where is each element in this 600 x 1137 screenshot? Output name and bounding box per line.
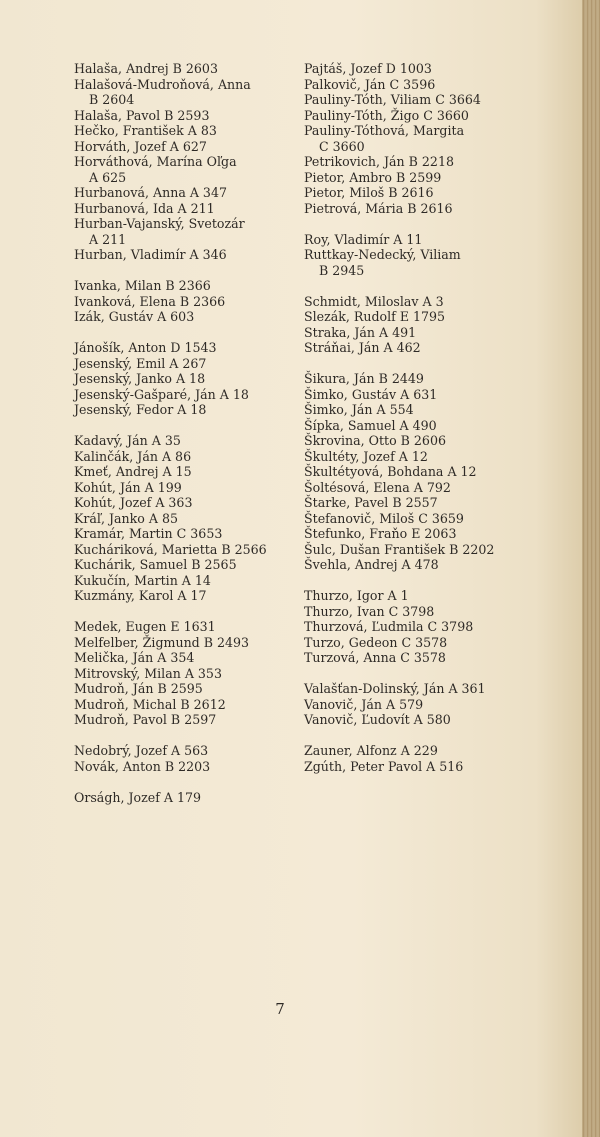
index-entry: Kucháriková, Marietta B 2566 [74, 541, 267, 557]
section-gap [304, 666, 566, 682]
index-entry: Palkovič, Ján C 3596 [304, 76, 436, 92]
section-gap [74, 728, 300, 744]
index-entry: Škultétyová, Bohdana A 12 [304, 464, 477, 479]
index-entry: Jesenský, Janko A 18 [74, 371, 206, 386]
index-entry: Pauliny-Tóth, Žigo C 3660 [304, 107, 469, 123]
index-entry: Ivanková, Elena B 2366 [74, 293, 226, 309]
index-entry: Švehla, Andrej A 478 [304, 557, 439, 572]
index-column-right [304, 61, 566, 774]
index-entry: Turzo, Gedeon C 3578 [304, 634, 448, 650]
section-gap [304, 356, 566, 372]
index-entry: Kohút, Ján A 199 [74, 479, 182, 495]
index-entry: Zauner, Alfonz A 229 [304, 743, 438, 758]
index-entry: Pietor, Ambro B 2599 [304, 169, 442, 185]
book-spine [582, 0, 600, 1137]
index-entry: Thurzo, Ivan C 3798 [304, 603, 435, 619]
index-entry: C 3660 [319, 138, 365, 154]
index-entry: Halašová-Mudroňová, Anna [74, 76, 251, 92]
index-entry: Pauliny-Tóth, Viliam C 3664 [304, 92, 481, 107]
index-entry: Thurzová, Ľudmila C 3798 [304, 619, 474, 634]
section-gap [304, 728, 566, 744]
section-gap [74, 325, 300, 341]
index-entry: Hurbanová, Anna A 347 [74, 185, 227, 200]
index-entry: Kalinčák, Ján A 86 [74, 448, 192, 464]
section-gap [304, 216, 566, 232]
index-entry: Štefunko, Fraňo E 2063 [304, 526, 457, 541]
index-entry: Vanovič, Ján A 579 [304, 696, 424, 712]
index-entry: B 2945 [319, 262, 365, 278]
index-entry: Šikura, Ján B 2449 [304, 371, 424, 386]
index-entry: Kuchárik, Samuel B 2565 [74, 557, 237, 572]
index-entry: Hečko, František A 83 [74, 123, 217, 138]
section-gap [304, 278, 566, 294]
index-entry: Štarke, Pavel B 2557 [304, 495, 438, 510]
index-column-left [74, 61, 300, 805]
index-entry: Ruttkay-Nedecký, Viliam [304, 247, 461, 262]
index-entry: Škrovina, Otto B 2606 [304, 433, 446, 448]
index-entry: Pietrová, Mária B 2616 [304, 200, 453, 216]
index-entry: Valašťan-Dolinský, Ján A 361 [304, 681, 486, 696]
index-entry: Kadavý, Ján A 35 [74, 433, 181, 448]
index-entry: Šoltésová, Elena A 792 [304, 479, 451, 495]
index-entry: Thurzo, Igor A 1 [304, 588, 409, 603]
index-entry: Melfelber, Žigmund B 2493 [74, 634, 250, 650]
index-entry: Horváth, Jozef A 627 [74, 138, 207, 154]
index-entry: A 625 [89, 169, 127, 185]
index-entry: Pajtáš, Jozef D 1003 [304, 61, 432, 76]
index-entry: Šimko, Gustáv A 631 [304, 386, 438, 402]
index-entry: Pietor, Miloš B 2616 [304, 185, 434, 200]
index-entry: Melička, Ján A 354 [74, 650, 195, 665]
section-gap [74, 263, 300, 279]
index-entry: Halaša, Andrej B 2603 [74, 61, 218, 76]
index-entry: Kmeť, Andrej A 15 [74, 464, 192, 479]
page-number: 7 [275, 1000, 285, 1018]
index-entry: Jesenský, Fedor A 18 [74, 402, 207, 417]
index-entry: Schmidt, Miloslav A 3 [304, 293, 444, 309]
section-gap [74, 774, 300, 790]
index-entry: Kráľ, Janko A 85 [74, 510, 178, 526]
index-entry: Kukučín, Martin A 14 [74, 572, 211, 588]
index-entry: Mudroň, Pavol B 2597 [74, 712, 217, 727]
index-entry: Novák, Anton B 2203 [74, 758, 211, 774]
section-gap [74, 418, 300, 434]
index-entry: Kramár, Martin C 3653 [74, 526, 223, 541]
index-entry: Slezák, Rudolf E 1795 [304, 309, 446, 324]
index-entry: A 211 [89, 231, 127, 247]
index-entry: Zgúth, Peter Pavol A 516 [304, 758, 464, 774]
index-entry: Ivanka, Milan B 2366 [74, 278, 211, 293]
index-entry: B 2604 [89, 92, 135, 107]
index-entry: Škultéty, Jozef A 12 [304, 448, 428, 464]
index-entry: Šípka, Samuel A 490 [304, 417, 437, 433]
index-entry: Straka, Ján A 491 [304, 324, 417, 340]
index-entry: Jesenský, Emil A 267 [74, 355, 207, 371]
index-entry: Orságh, Jozef A 179 [74, 789, 202, 805]
index-entry: Mudroň, Michal B 2612 [74, 696, 226, 712]
index-entry: Izák, Gustáv A 603 [74, 309, 195, 324]
index-entry: Mudroň, Ján B 2595 [74, 681, 203, 696]
index-entry: Horváthová, Marína Oľga [74, 154, 237, 169]
section-gap [304, 573, 566, 589]
index-entry: Stráňai, Ján A 462 [304, 340, 421, 355]
index-entry: Halaša, Pavol B 2593 [74, 107, 210, 123]
index-entry: Hurban-Vajanský, Svetozár [74, 216, 245, 231]
index-entry: Kuzmány, Karol A 17 [74, 588, 207, 603]
index-entry: Jesenský-Gašparé, Ján A 18 [74, 386, 249, 402]
index-entry: Šimko, Ján A 554 [304, 402, 414, 417]
index-entry: Nedobrý, Jozef A 563 [74, 743, 209, 758]
index-entry: Petrikovich, Ján B 2218 [304, 154, 454, 169]
index-entry: Vanovič, Ľudovít A 580 [304, 712, 451, 727]
index-entry: Pauliny-Tóthová, Margita [304, 123, 465, 138]
index-entry: Štefanovič, Miloš C 3659 [304, 510, 464, 526]
section-gap [74, 604, 300, 620]
index-entry: Šulc, Dušan František B 2202 [304, 541, 495, 557]
index-entry: Mitrovský, Milan A 353 [74, 665, 222, 681]
index-entry: Turzová, Anna C 3578 [304, 650, 446, 665]
index-entry: Hurban, Vladimír A 346 [74, 247, 227, 262]
index-entry: Hurbanová, Ida A 211 [74, 200, 215, 216]
index-entry: Medek, Eugen E 1631 [74, 619, 216, 634]
index-entry: Kohút, Jozef A 363 [74, 495, 193, 510]
index-entry: Jánošík, Anton D 1543 [74, 340, 217, 355]
index-entry: Roy, Vladimír A 11 [304, 231, 423, 247]
